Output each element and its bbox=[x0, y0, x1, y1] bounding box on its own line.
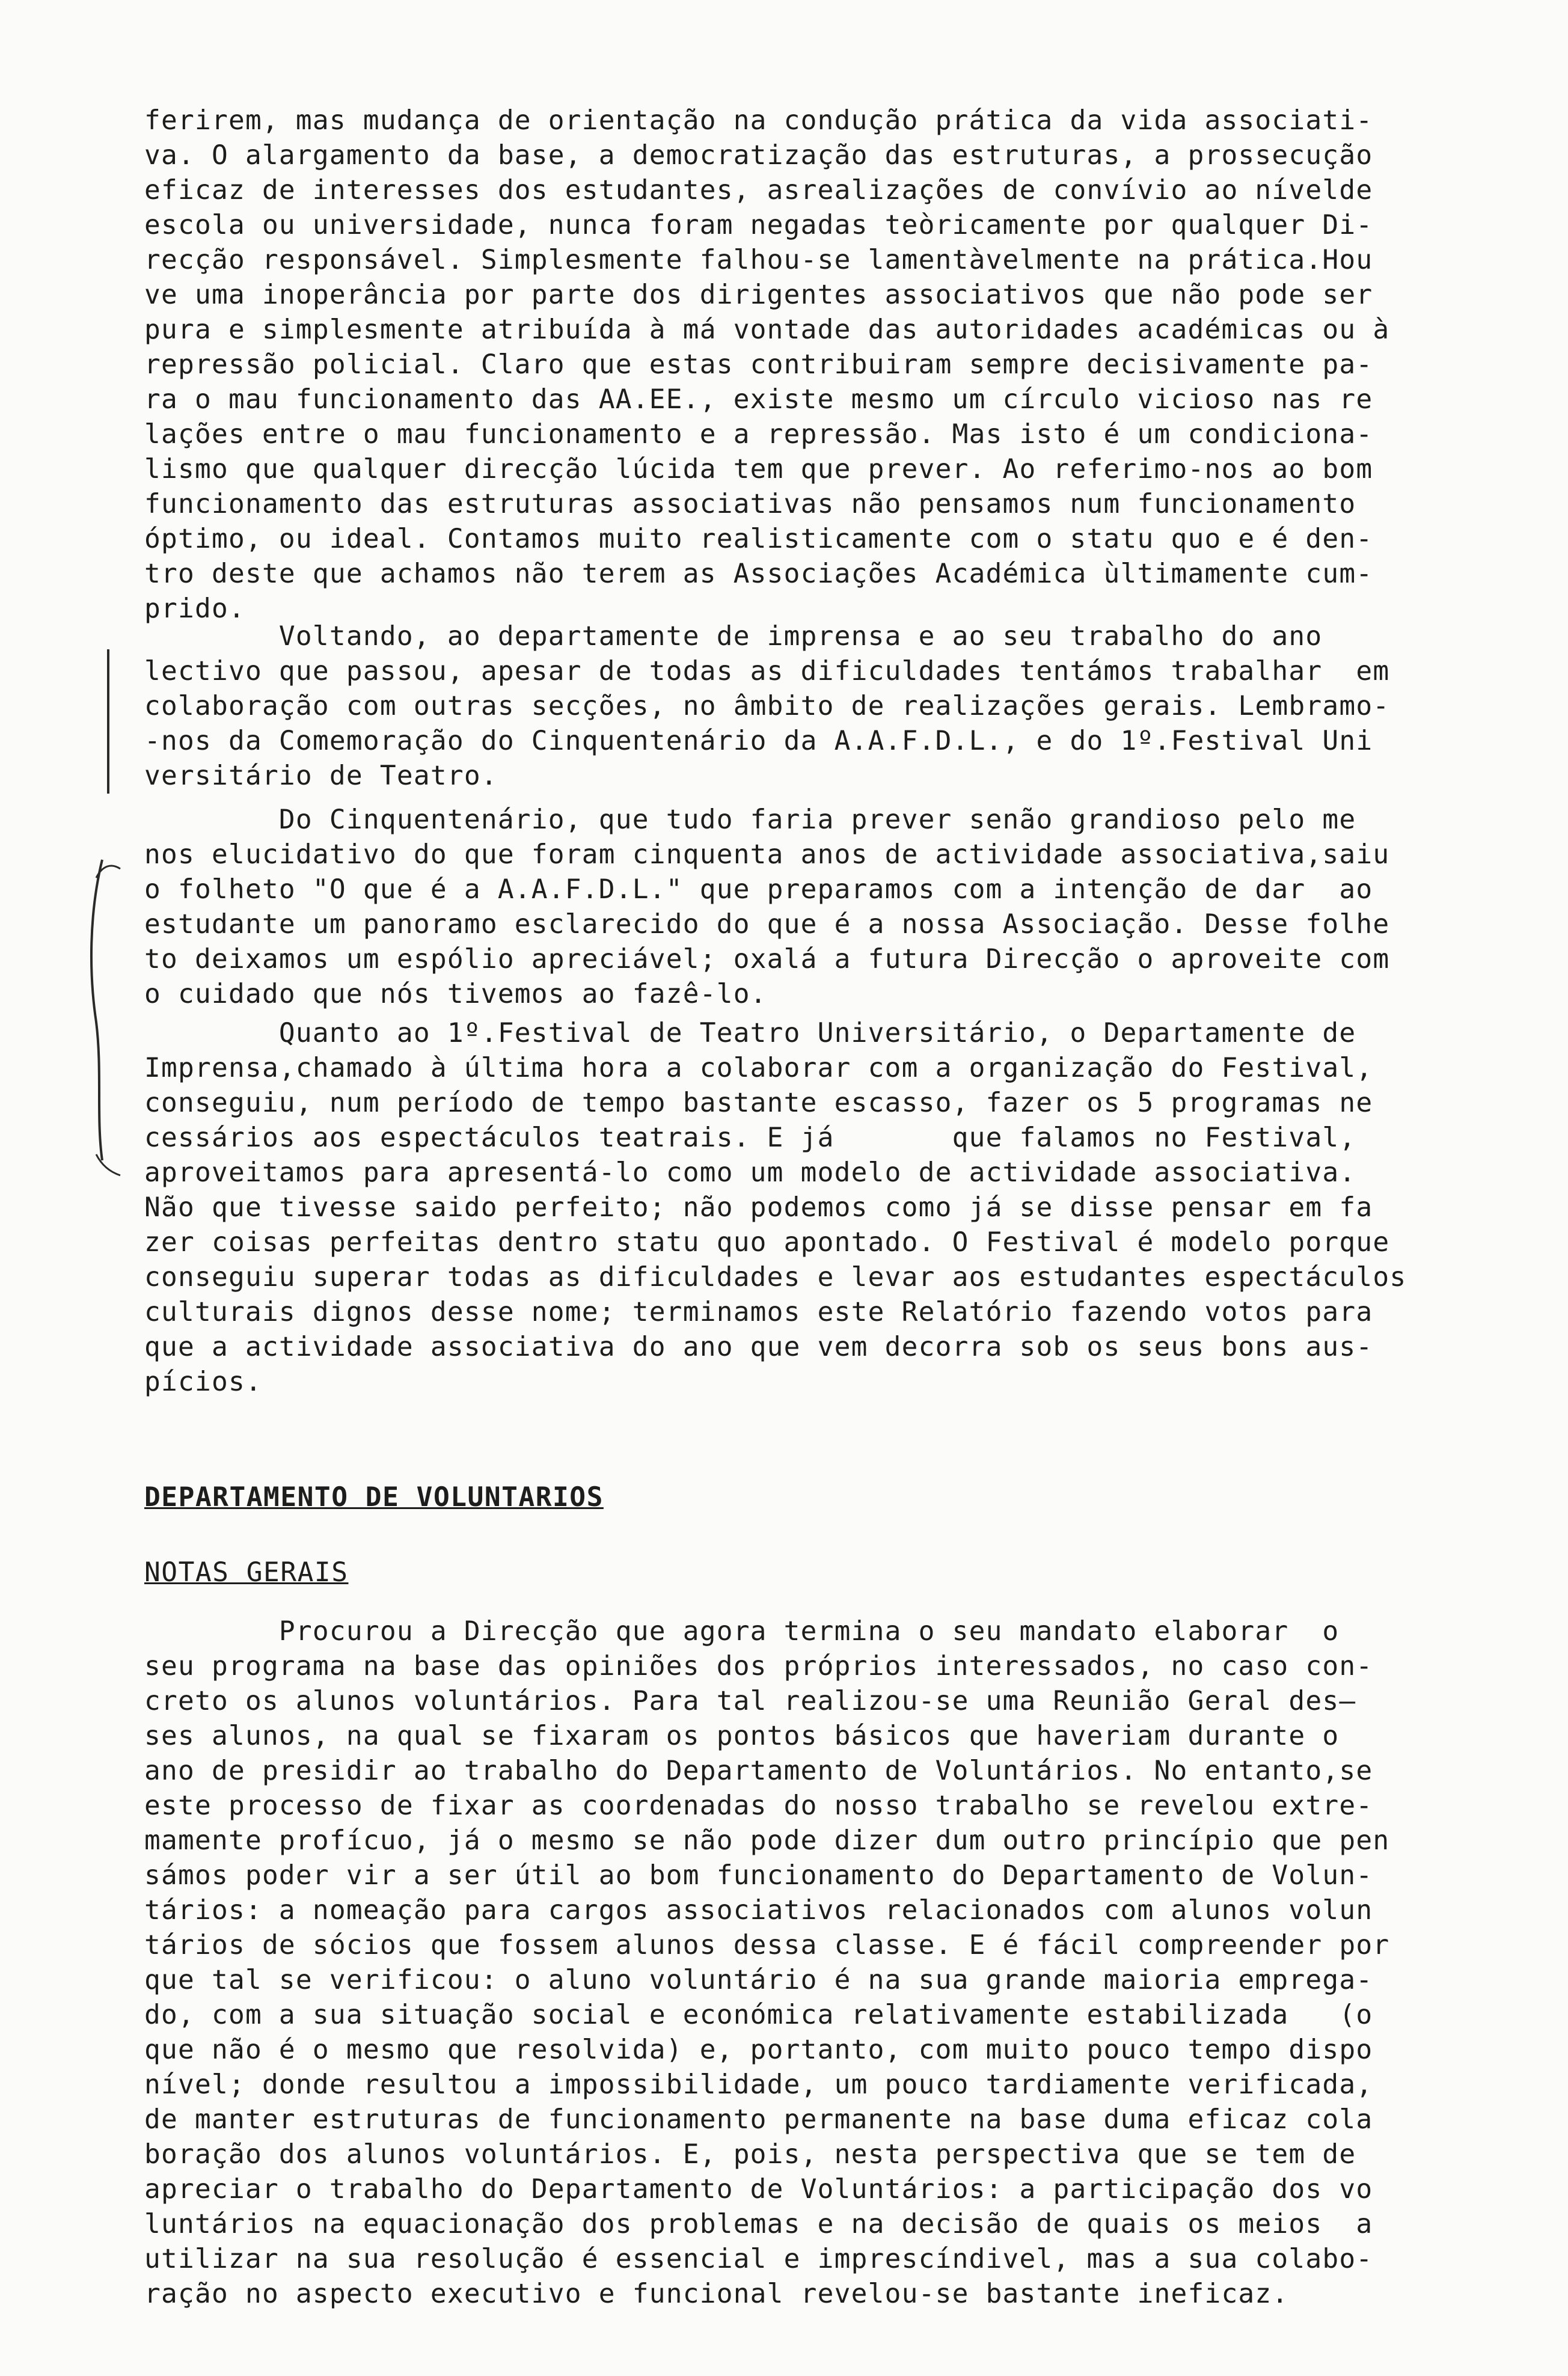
text-line: Procurou a Direcção que agora termina o seu mandato elaborar o bbox=[144, 1616, 1340, 1647]
text-line: cessários aos espectáculos teatrais. E já que falamos no Festival, bbox=[144, 1122, 1356, 1153]
notes-heading: NOTAS GERAIS bbox=[144, 1557, 349, 1588]
text-line: escola ou universidade, nunca foram negadas teòricamente por qualquer Di- bbox=[144, 210, 1373, 240]
text-line: conseguiu, num período de tempo bastante escasso, fazer os 5 programas ne bbox=[144, 1088, 1373, 1118]
text-line: Voltando, ao departamente de imprensa e ao seu trabalho do ano bbox=[144, 621, 1323, 652]
text-line: colaboração com outras secções, no âmbito de realizações gerais. Lembramo- bbox=[144, 691, 1390, 721]
text-line: ano de presidir ao trabalho do Departamento de Voluntários. No entanto,se bbox=[144, 1756, 1373, 1786]
text-line: funcionamento das estruturas associativas não pensamos num funcionamento bbox=[144, 489, 1356, 519]
text-line: ra o mau funcionamento das AA.EE., existe mesmo um círculo vicioso nas re bbox=[144, 384, 1373, 415]
text-line: Imprensa,chamado à última hora a colaborar com a organização do Festival, bbox=[144, 1053, 1373, 1083]
text-line: zer coisas perfeitas dentro statu quo apontado. O Festival é modelo porque bbox=[144, 1227, 1390, 1258]
text-line: Do Cinquentenário, que tudo faria prever senão grandioso pelo me bbox=[144, 804, 1356, 835]
text-line: seu programa na base das opiniões dos próprios interessados, no caso con- bbox=[144, 1651, 1373, 1682]
text-line: tro deste que achamos não terem as Associações Académica ùltimamente cum- bbox=[144, 559, 1373, 589]
text-line: va. O alargamento da base, a democratização das estruturas, a prossecução bbox=[144, 140, 1373, 171]
text-line: nos elucidativo do que foram cinquenta anos de actividade associativa,saiu bbox=[144, 839, 1390, 870]
text-line: conseguiu superar todas as dificuldades e levar aos estudantes espectáculos bbox=[144, 1262, 1407, 1293]
text-line: recção responsável. Simplesmente falhou-se lamentàvelmente na prática.Hou bbox=[144, 245, 1373, 275]
text-line: apreciar o trabalho do Departamento de Voluntários: a participação dos vo bbox=[144, 2174, 1373, 2205]
text-line: que a actividade associativa do ano que vem decorra sob os seus bons aus- bbox=[144, 1332, 1373, 1362]
text-line: sámos poder vir a ser útil ao bom funcionamento do Departamento de Volun- bbox=[144, 1860, 1373, 1891]
text-line: aproveitamos para apresentá-lo como um modelo de actividade associativa. bbox=[144, 1157, 1356, 1188]
text-line: o cuidado que nós tivemos ao fazê-lo. bbox=[144, 979, 767, 1009]
text-line: nível; donde resultou a impossibilidade, um pouco tardiamente verificada, bbox=[144, 2069, 1373, 2100]
text-line: o folheto "O que é a A.A.F.D.L." que preparamos com a intenção de dar ao bbox=[144, 874, 1373, 905]
text-line: do, com a sua situação social e económica relativamente estabilizada (o bbox=[144, 2000, 1373, 2030]
text-line: pícios. bbox=[144, 1367, 262, 1397]
text-line: que não é o mesmo que resolvida) e, portanto, com muito pouco tempo dispo bbox=[144, 2035, 1373, 2065]
text-line: utilizar na sua resolução é essencial e imprescíndivel, mas a sua colabo- bbox=[144, 2244, 1373, 2274]
text-line: tários de sócios que fossem alunos dessa classe. E é fácil compreender por bbox=[144, 1930, 1390, 1961]
department-heading: DEPARTAMENTO DE VOLUNTARIOS bbox=[144, 1482, 604, 1513]
text-line: creto os alunos voluntários. Para tal realizou-se uma Reunião Geral des— bbox=[144, 1686, 1356, 1716]
text-line: mamente profícuo, já o mesmo se não pode dizer dum outro princípio que pen bbox=[144, 1825, 1390, 1856]
text-line: repressão policial. Claro que estas contribuiram sempre decisivamente pa- bbox=[144, 349, 1373, 380]
text-line: -nos da Comemoração do Cinquentenário da A.A.F.D.L., e do 1º.Festival Uni bbox=[144, 726, 1373, 756]
text-line: este processo de fixar as coordenadas do nosso trabalho se revelou extre- bbox=[144, 1790, 1373, 1821]
text-line: Não que tivesse saido perfeito; não podemos como já se disse pensar em fa bbox=[144, 1192, 1373, 1223]
text-line: lações entre o mau funcionamento e a repressão. Mas isto é um condiciona- bbox=[144, 419, 1373, 450]
text-line: prido. bbox=[144, 593, 245, 624]
text-line: lismo que qualquer direcção lúcida tem que prever. Ao referimo-nos ao bom bbox=[144, 454, 1373, 485]
text-line: ses alunos, na qual se fixaram os pontos básicos que haveriam durante o bbox=[144, 1721, 1340, 1751]
text-line: Quanto ao 1º.Festival de Teatro Universitário, o Departamente de bbox=[144, 1018, 1356, 1049]
text-line: que tal se verificou: o aluno voluntário é na sua grande maioria emprega- bbox=[144, 1965, 1373, 1995]
text-line: óptimo, ou ideal. Contamos muito realisticamente com o statu quo e é den- bbox=[144, 524, 1373, 554]
text-line: estudante um panoramo esclarecido do que é a nossa Associação. Desse folhe bbox=[144, 909, 1390, 940]
text-line: tários: a nomeação para cargos associativos relacionados com alunos volun bbox=[144, 1895, 1373, 1926]
text-line: ferirem, mas mudança de orientação na condução prática da vida associati- bbox=[144, 105, 1373, 136]
text-line: culturais dignos desse nome; terminamos este Relatório fazendo votos para bbox=[144, 1297, 1373, 1327]
text-line: de manter estruturas de funcionamento permanente na base duma eficaz cola bbox=[144, 2104, 1373, 2135]
text-line: ve uma inoperância por parte dos dirigentes associativos que não pode ser bbox=[144, 280, 1373, 310]
text-line: boração dos alunos voluntários. E, pois, nesta perspectiva que se tem de bbox=[144, 2139, 1356, 2170]
text-line: to deixamos um espólio apreciável; oxalá a futura Direcção o aproveite com bbox=[144, 944, 1390, 975]
text-line: versitário de Teatro. bbox=[144, 761, 498, 791]
text-line: pura e simplesmente atribuída à má vontade das autoridades académicas ou à bbox=[144, 314, 1390, 345]
text-line: eficaz de interesses dos estudantes, asrealizações de convívio ao nívelde bbox=[144, 175, 1373, 206]
text-line: lectivo que passou, apesar de todas as dificuldades tentámos trabalhar em bbox=[144, 656, 1390, 687]
text-line: luntários na equacionação dos problemas e na decisão de quais os meios a bbox=[144, 2209, 1373, 2240]
text-line: ração no aspecto executivo e funcional revelou-se bastante ineficaz. bbox=[144, 2279, 1289, 2309]
